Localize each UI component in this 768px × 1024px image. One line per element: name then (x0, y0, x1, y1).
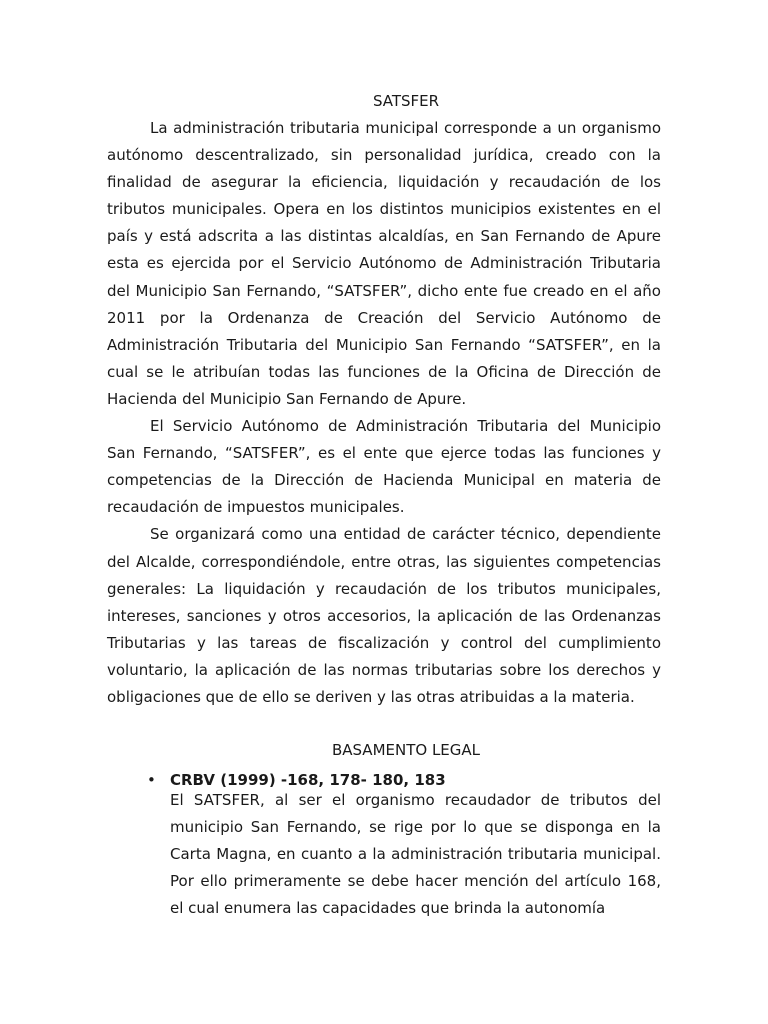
bullet-heading: CRBV (1999) -168, 178- 180, 183 (170, 771, 446, 789)
section-title: BASAMENTO LEGAL (331, 741, 481, 759)
paragraph-2: El Servicio Autónomo de Administración Tributaria del Municipio San Fernando, “SATSFER”, es el ente que ejerce todas las funciones y competencias de la Dirección de Hacienda Municipal en materia de recaudación de impuestos municipales. (107, 417, 661, 517)
bullet-icon: • (147, 771, 156, 789)
paragraph-3: Se organizará como una entidad de carácter técnico, dependiente del Alcalde, correspondiéndole, entre otras, las siguientes competencias generales: La liquidación y recaudación de los tributos municipales, intereses, sanciones y otros accesorios, la aplicación de las Ordenanzas Tributarias y las tareas de fiscalización y control del cumplimiento voluntario, la aplicación de las normas tributarias sobre los derechos y obligaciones que de ello se deriven y las otras atribuidas a la materia. (107, 525, 661, 706)
document-title: SATSFER (372, 92, 440, 110)
paragraph-1: La administración tributaria municipal corresponde a un organismo autónomo descentralizado, sin personalidad jurídica, creado con la finalidad de asegurar la eficiencia, liquidación y recaudación de los tributos municipales. Opera en los distintos municipios existentes en el país y está adscrita a las distintas alcaldías, en San Fernando de Apure esta es ejercida por el Servicio Autónomo de Administración Tributaria del Municipio San Fernando, “SATSFER”, dicho ente fue creado en el año 2011 por la Ordenanza de Creación del Servicio Autónomo de Administración Tributaria del Municipio San Fernando “SATSFER”, en la cual se le atribuían todas las funciones de la Oficina de Dirección de Hacienda del Municipio San Fernando de Apure. (107, 119, 661, 408)
document-body (107, 115, 661, 711)
bullet-text: El SATSFER, al ser el organismo recaudador de tributos del municipio San Fernando, se rige por lo que se disponga en la Carta Magna, en cuanto a la administración tributaria municipal. Por ello primeramente se debe hacer mención del artículo 168, el cual enumera las capacidades que brinda la autonomía (170, 791, 661, 918)
